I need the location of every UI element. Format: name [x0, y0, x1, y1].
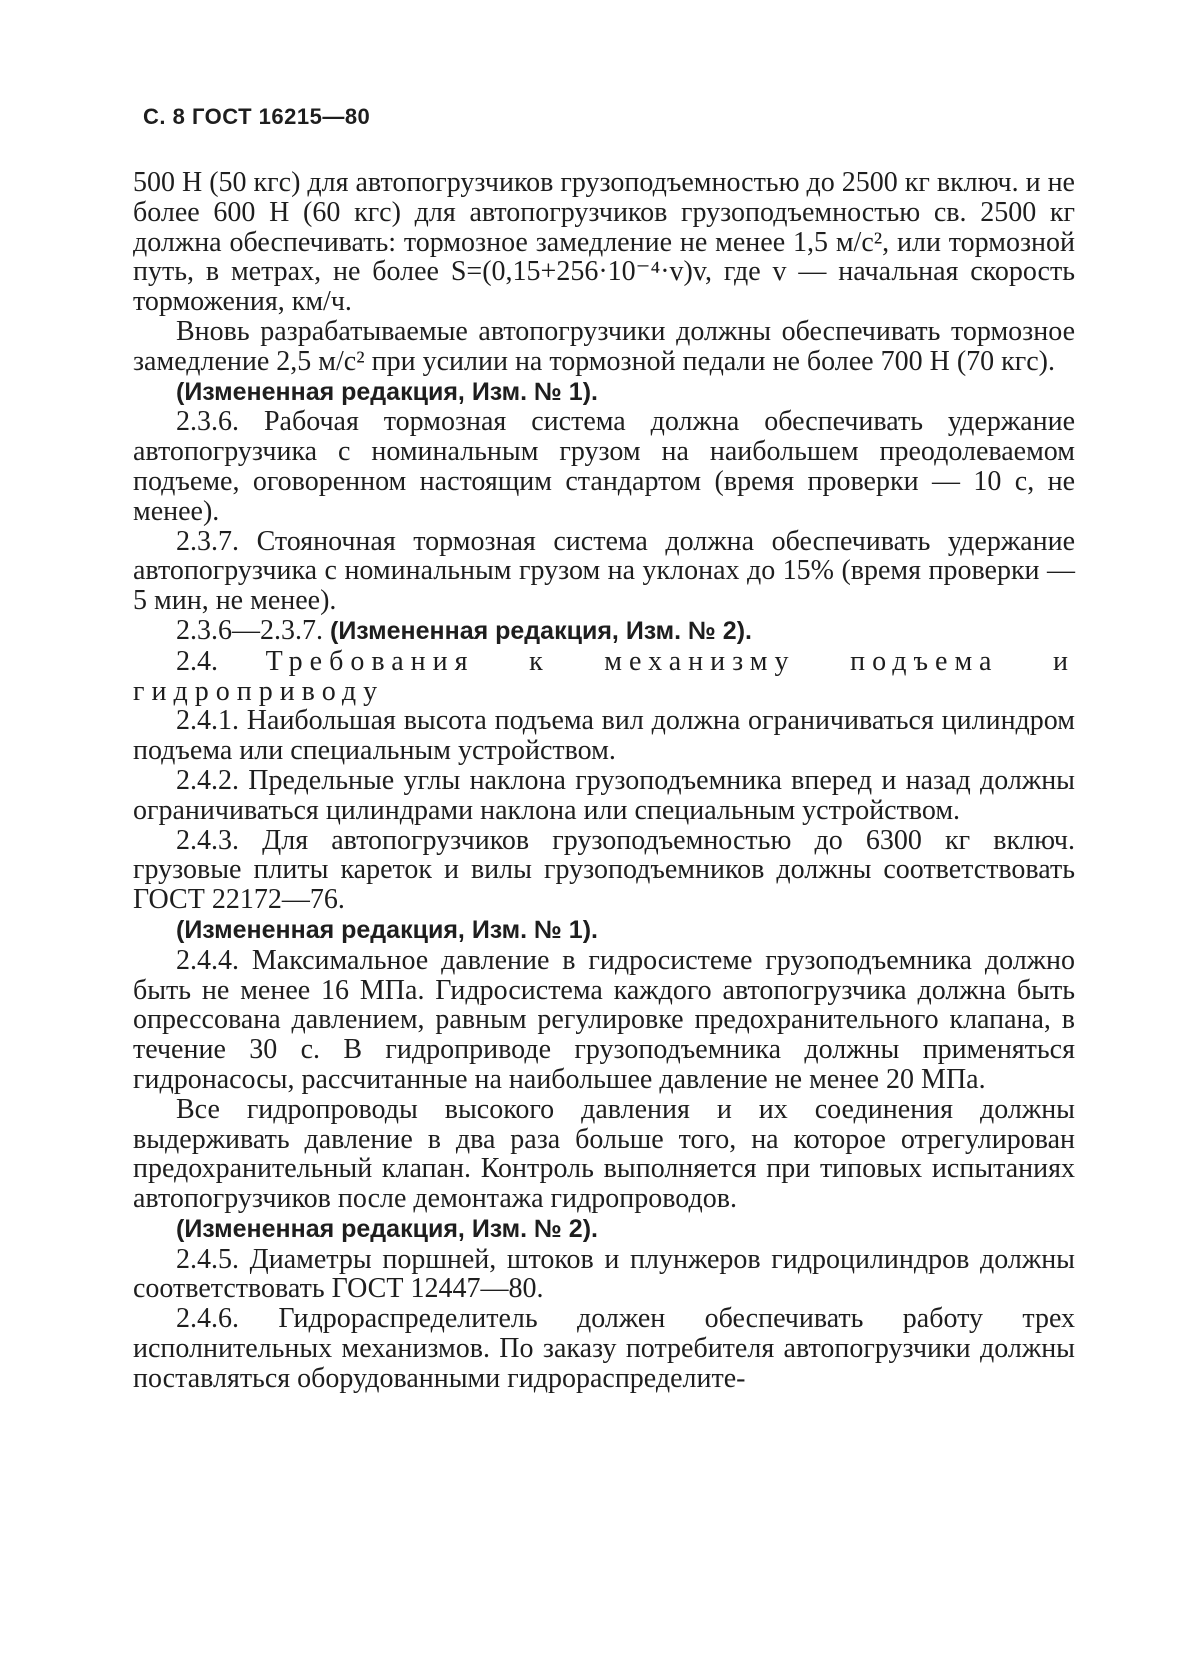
amendment-note	[133, 915, 1075, 946]
clause-2-4-5: 2.4.5. Диаметры поршней, штоков и плунжеров гидроцилиндров должны соответствовать ГОСТ 12447—80.	[133, 1243, 1075, 1305]
clause-2-4-6: 2.4.6. Гидрораспределитель должен обеспечивать работу трех исполнительных механизмов. По заказу потребителя автопогрузчики должны поставляться оборудованными гидрораспределите-	[133, 1303, 1075, 1394]
amendment-note-2-3-6-2-3-7	[133, 616, 1075, 647]
page-header: С. 8 ГОСТ 16215—80	[143, 104, 371, 129]
amendment-note	[133, 377, 1075, 408]
paragraph-new-loaders: Вновь разрабатываемые автопогрузчики должны обеспечивать тормозное замедление 2,5 м/с² при усилии на тормозной педали не более 700 Н (70 кгс).	[133, 315, 1075, 377]
amendment-note-text: (Измененная редакция, Изм. № 1).	[176, 377, 598, 406]
paragraph-braking-requirements: 500 Н (50 кгс) для автопогрузчиков грузоподъемностью до 2500 кг включ. и не более 600 Н (60 кгс) для автопогрузчиков грузоподъемностью св. 2500 кг должна обеспечивать: тормозное замедление не менее 1,5 м/с², или тормозной путь, в метрах, не более S=(0,15+256·10⁻⁴·v)v, где v — начальная скорость торможения, км/ч.	[133, 167, 1075, 318]
section-heading-2-4	[133, 647, 1075, 707]
clause-2-3-6: 2.3.6. Рабочая тормозная система должна обеспечивать удержание автопогрузчика с номинальным грузом на наибольшем преодолеваемом подъеме, оговоренном настоящим стандартом (время проверки — 10 с, не менее).	[133, 406, 1075, 527]
amendment-prefix: 2.3.6—2.3.7.	[176, 614, 330, 646]
clause-2-4-2: 2.4.2. Предельные углы наклона грузоподъемника вперед и назад должны ограничиваться цилиндрами наклона или специальным устройством.	[133, 764, 1075, 826]
clause-2-4-4: 2.4.4. Максимальное давление в гидросистеме грузоподъемника должно быть не менее 16 МПа. Гидросистема каждого автопогрузчика должна быть опрессована давлением, равным регулировке предохранительного клапана, в течение 30 с. В гидроприводе грузоподъемника должны применяться гидронасосы, рассчитанные на наибольшее давление не менее 20 МПа.	[133, 944, 1075, 1095]
amendment-note-text: (Измененная редакция, Изм. № 2).	[330, 616, 752, 645]
clause-2-3-7: 2.3.7. Стояночная тормозная система должна обеспечивать удержание автопогрузчика с номинальным грузом на уклонах до 15% (время проверки — 5 мин, не менее).	[133, 525, 1075, 617]
amendment-note	[133, 1214, 1075, 1245]
clause-2-4-1: 2.4.1. Наибольшая высота подъема вил должна ограничиваться цилиндром подъема или специальным устройством.	[133, 705, 1075, 767]
clause-2-4-3: 2.4.3. Для автопогрузчиков грузоподъемностью до 6300 кг включ. грузовые плиты кареток и вилы грузоподъемников должны соответствовать ГОСТ 22172—76.	[133, 824, 1075, 916]
paragraph-high-pressure-lines: Все гидропроводы высокого давления и их соединения должны выдерживать давление в два раза больше того, на которое отрегулирован предохранительный клапан. Контроль выполняется при типовых испытаниях автопогрузчиков после демонтажа гидропроводов.	[133, 1093, 1075, 1215]
amendment-note-text: (Измененная редакция, Изм. № 1).	[176, 915, 598, 944]
section-title: Требования к механизму подъема и гидроприводу	[133, 645, 1075, 707]
amendment-note-text: (Измененная редакция, Изм. № 2).	[176, 1214, 598, 1243]
body-text	[133, 168, 1075, 1394]
section-number: 2.4.	[176, 645, 266, 677]
